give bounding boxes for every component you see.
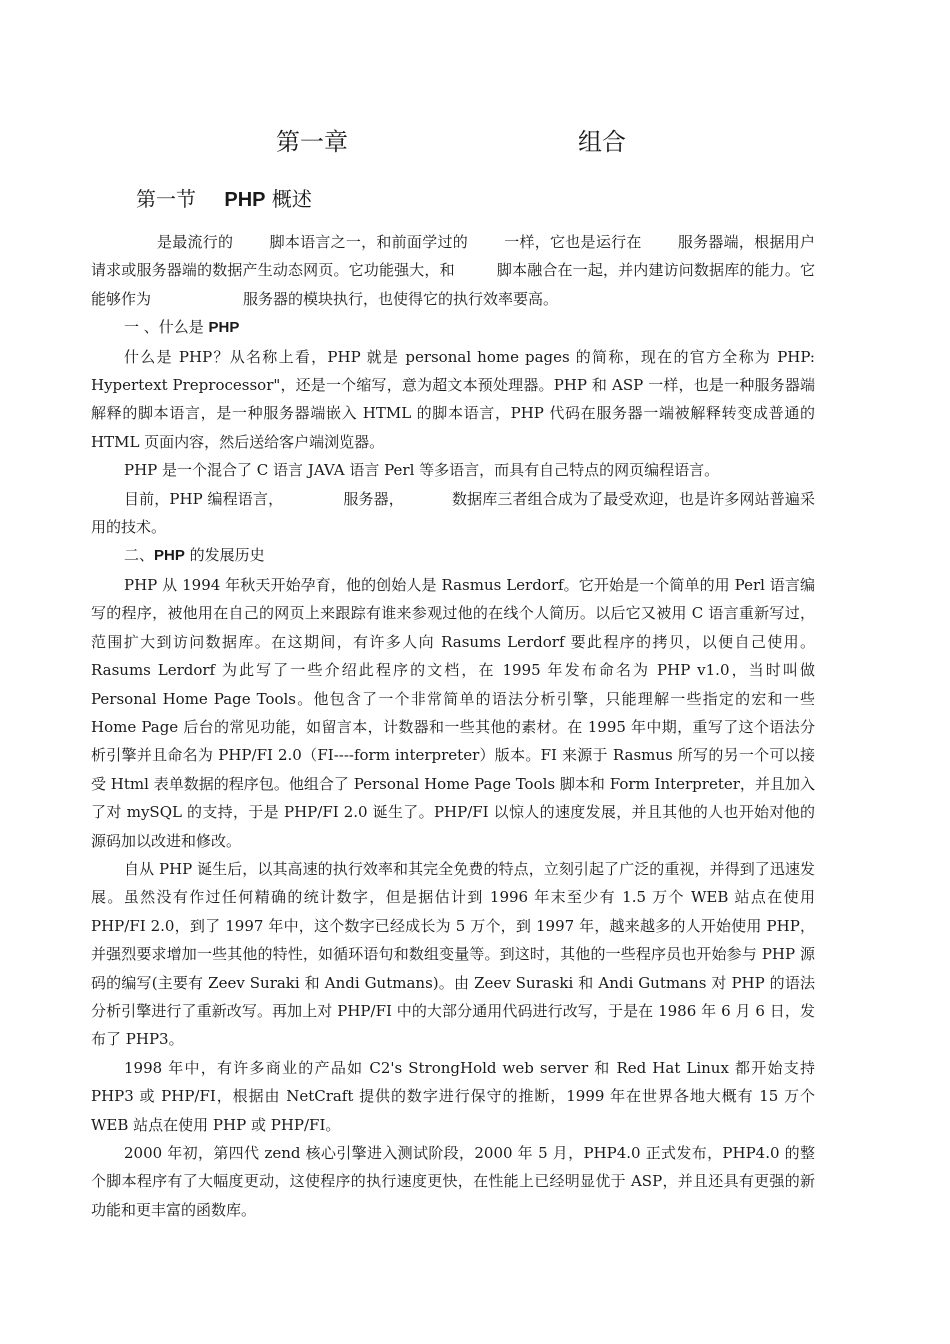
heading-1-prefix: 一 、什么是	[124, 318, 209, 337]
heading-1-bold: PHP	[208, 319, 240, 337]
section-heading	[136, 183, 312, 212]
intro-part-5: 脚本融合在一起，并内建访问数据库的能力。它能够作为	[91, 261, 815, 308]
heading-what-is-php	[91, 313, 815, 342]
section-title-suffix: 概述	[271, 187, 312, 211]
document-body	[91, 228, 815, 1224]
chapter-heading	[0, 122, 950, 154]
intro-part-2: 脚本语言之一，和前面学过的	[269, 233, 468, 251]
combination-part-a: 目前，PHP 编程语言，	[124, 489, 284, 508]
chapter-number: 第一章	[276, 128, 348, 156]
paragraph-history-2000: 2000 年初，第四代 zend 核心引擎进入测试阶段，2000 年 5 月，PHP4.0 正式发布，PHP4.0 的整个脚本程序有了大幅度更动，这使程序的执行速度更快，在性能上已经明显优于 ASP，并且还具有更强的新功能和更丰富的函数库。	[91, 1144, 815, 1219]
section-title: PHP	[224, 189, 266, 211]
paragraph-history-1994: PHP 从 1994 年秋天开始孕育，他的创始人是 Rasmus Lerdorf。它开始是一个简单的用 Perl 语言编写的程序，被他用在自己的网页上来跟踪有谁来参观过他的在线个人简历。以后它又被用 C 语言重新写过，范围扩大到访问数据库。在这期间，有许多人向 Rasums Lerdorf 要此程序的拷贝，以便自己使用。Rasums Lerdorf 为此写了一些介绍此程序的文档，在 1995 年发布命名为 PHP v1.0，当时叫做 Personal Home Page Tools。他包含了一个非常简单的语法分析引擎，只能理解一些指定的宏和一些 Home Page 后台的常见功能，如留言本，计数器和一些其他的素材。在 1995 年中期，重写了这个语法分析引擎并且命名为 PHP/FI 2.0（FI----form interpreter）版本。FI 来源于 Rasmus 所写的另一个可以接受 Html 表单数据的程序包。他组合了 Personal Home Page Tools 脚本和 Form Interpreter，并且加入了对 mySQL 的支持，于是 PHP/FI 2.0 诞生了。PHP/FI 以惊人的速度发展，并且其他的人也开始对他的源码加以改进和修改。	[91, 575, 815, 850]
intro-part-1: 是最流行的	[157, 233, 234, 251]
intro-part-3: 一样，它也是运行在	[503, 233, 642, 251]
combination-part-b: 服务器，	[343, 489, 404, 508]
paragraph-what-is-php: 什么是 PHP？从名称上看，PHP 就是 personal home pages 的简称，现在的官方全称为 PHP: Hypertext Preprocessor"，还是一个缩写，意为超文本预处理器。PHP 和 ASP 一样，也是一种服务器端解释的脚本语言，是一种服务器端嵌入 HTML 的脚本语言，PHP 代码在服务器一端被解释转变成普通的 HTML 页面内容，然后送给客户端浏览器。	[91, 347, 815, 451]
chapter-title: 组合	[578, 128, 626, 156]
paragraph-history-1998: 1998 年中，有许多商业的产品如 C2's StrongHold web server 和 Red Hat Linux 都开始支持 PHP3 或 PHP/FI，根据由 NetCraft 提供的数字进行保守的推断，1999 年在世界各地大概有 15 万个 WEB 站点在使用 PHP 或 PHP/FI。	[91, 1058, 815, 1134]
intro-part-4: 服务器端，根据用户请求或服务器端的数据产生动态网页。它功能强大，和	[91, 233, 815, 280]
paragraph-history-growth: 自从 PHP 诞生后，以其高速的执行效率和其完全免费的特点，立刻引起了广泛的重视，并得到了迅速发展。虽然没有作过任何精确的统计数字，但是据估计到 1996 年末至少有 1.5 万个 WEB 站点在使用 PHP/FI 2.0，到了 1997 年中，这个数字已经成长为 5 万个，到 1997 年，越来越多的人开始使用 PHP，并强烈要求增加一些其他的特性，如循环语句和数组变量等。到这时，其他的一些程序员也开始参与 PHP 源码的编写(主要有 Zeev Suraki 和 Andi Gutmans)。由 Zeev Suraski 和 Andi Gutmans 对 PHP 的语法分析引擎进行了重新改写。再加上对 PHP/FI 中的大部分通用代码进行改写，于是在 1986 年 6 月 6 日，发布了 PHP3。	[91, 859, 815, 1049]
paragraph-combination	[91, 485, 815, 542]
heading-history	[91, 541, 815, 570]
heading-2-bold: PHP	[154, 547, 185, 565]
heading-2-prefix: 二、	[124, 546, 155, 565]
intro-paragraph	[91, 228, 815, 313]
intro-part-6: 服务器的模块执行，也使得它的执行效率要高。	[243, 289, 559, 308]
combination-part-c: 数据库三者组合成为了最受欢迎，也是许多网站普遍采用的技术。	[91, 489, 815, 537]
section-number: 第一节	[136, 187, 196, 211]
paragraph-php-mixed: PHP 是一个混合了 C 语言 JAVA 语言 Perl 等多语言，而具有自己特点的网页编程语言。	[124, 461, 720, 480]
heading-2-suffix: 的发展历史	[184, 546, 265, 565]
